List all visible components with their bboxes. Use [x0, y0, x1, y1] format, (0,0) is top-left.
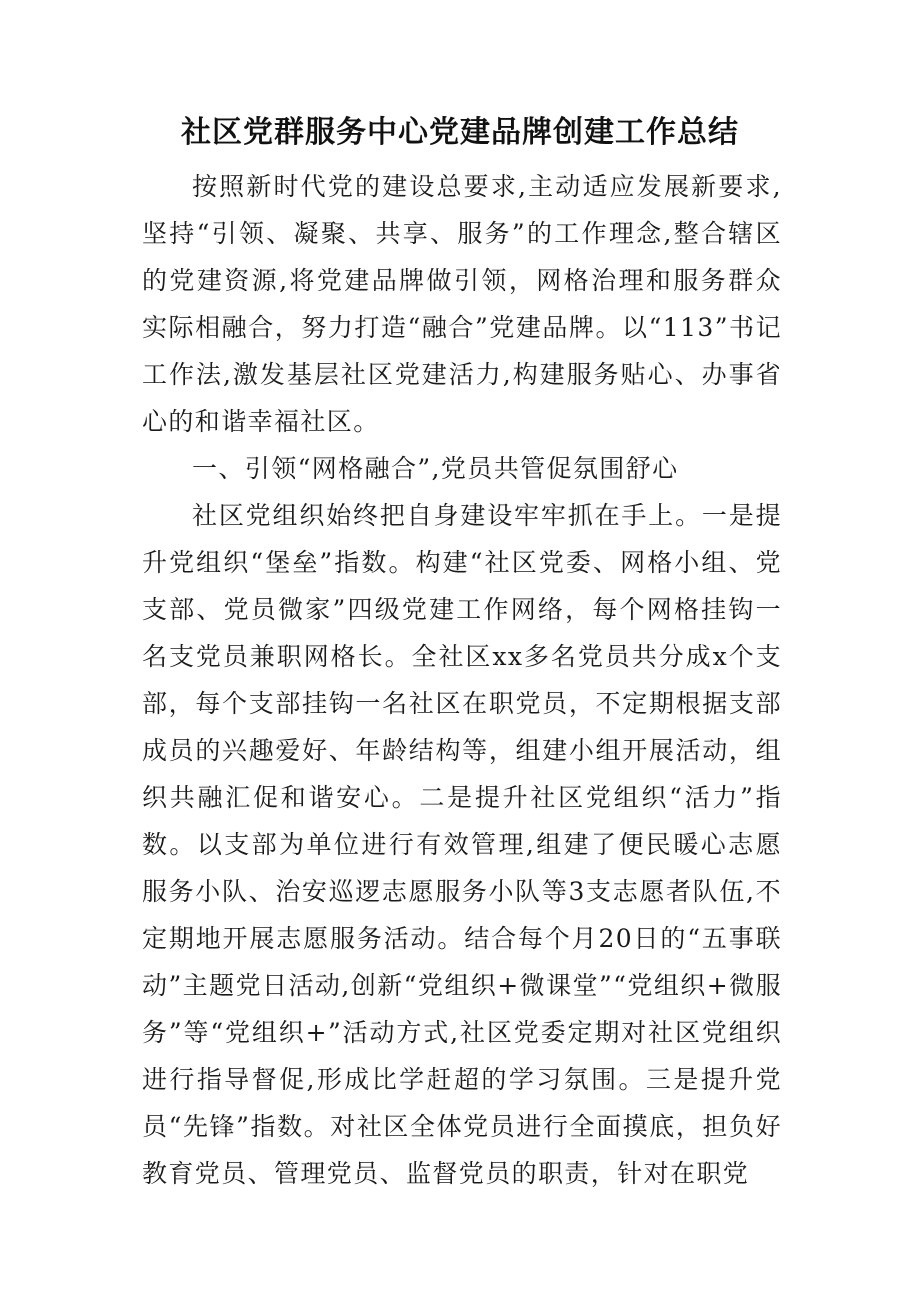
- section-heading: 一、引领“网格融合”,党员共管促氛围舒心: [192, 454, 679, 483]
- document-title: 社区党群服务中心党建品牌创建工作总结: [181, 115, 739, 150]
- section-paragraph: 社区党组织始终把自身建设牢牢抓在手上。一是提升党组织“堡垒”指数。构建“社区党委、网格小组、党支部、党员微家”四级党建工作网络，每个网格挂钩一名支党员兼职网格长。全社区xx多名党员共分成x个支部，每个支部挂钩一名社区在职党员，不定期根据支部成员的兴趣爱好、年龄结构等，组建小组开展活动，组织共融汇促和谐安心。二是提升社区党组织“活力”指数。以支部为单位进行有效管理,组建了便民暖心志愿服务小队、治安巡逻志愿服务小队等3支志愿者队伍,不定期地开展志愿服务活动。结合每个月20日的“五事联动”主题党日活动,创新“党组织+微课堂”“党组织+微服务”等“党组织+”活动方式,社区党委定期对社区党组织进行指导督促,形成比学赶超的学习氛围。三是提升党员“先锋”指数。对社区全体党员进行全面摸底，担负好教育党员、管理党员、监督党员的职责，针对在职党: [142, 501, 782, 1188]
- document-body: [142, 163, 782, 1197]
- intro-paragraph: 按照新时代党的建设总要求,主动适应发展新要求,坚持“引领、凝聚、共享、服务”的工作理念,整合辖区的党建资源,将党建品牌做引领，网格治理和服务群众实际相融合，努力打造“融合”党建品牌。以“113”书记工作法,激发基层社区党建活力,构建服务贴心、办事省心的和谐幸福社区。: [142, 172, 782, 436]
